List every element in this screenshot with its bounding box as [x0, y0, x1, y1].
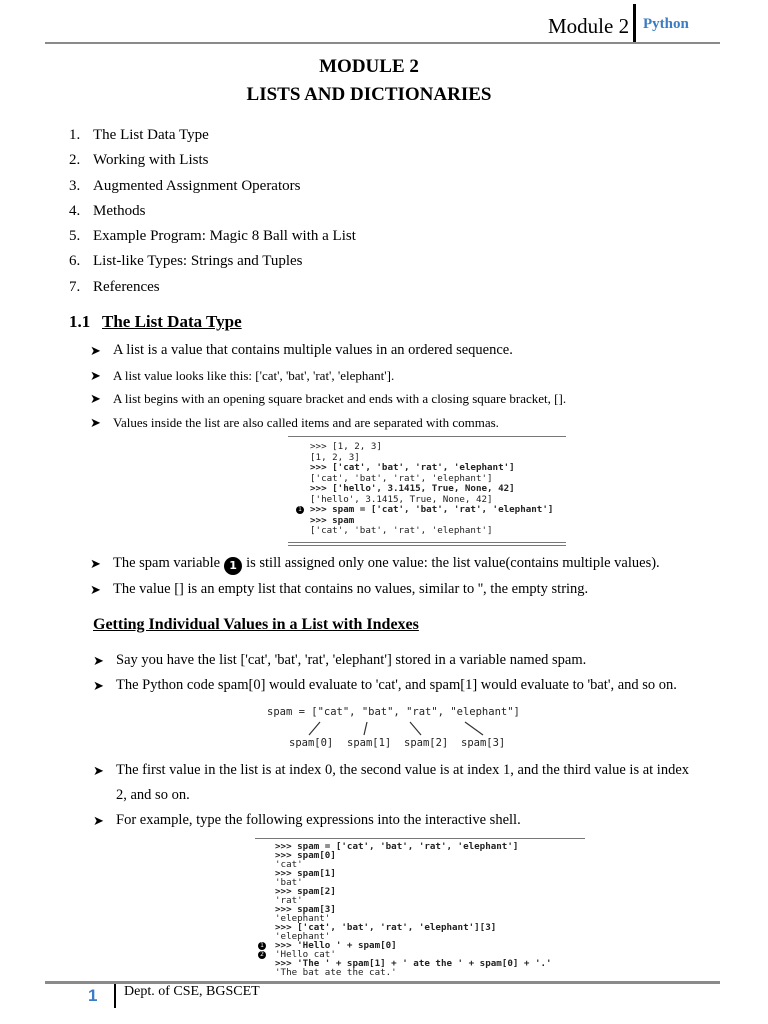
index-label: spam[3] — [461, 737, 506, 749]
code-line: >>> 'The ' + spam[1] + ' ate the ' + spam[0] + '.' — [275, 958, 552, 969]
subsection-heading: Getting Individual Values in a List with Indexes — [93, 616, 419, 633]
code-line: >>> spam[3] — [275, 904, 336, 915]
code-line: >>> ['hello', 3.1415, True, None, 42] — [310, 483, 515, 494]
code-line: [1, 2, 3] — [310, 451, 360, 463]
callout-marker-1: 1 — [296, 506, 304, 514]
header-language: Python — [643, 16, 689, 32]
bullet-item: ➤ For example, type the following expressions into the interactive shell. — [93, 808, 521, 833]
arrow-bullet-icon: ➤ — [90, 343, 101, 358]
arrow-bullet-icon: ➤ — [93, 678, 104, 693]
footer-divider — [114, 984, 116, 1008]
arrow-bullet-icon: ➤ — [93, 653, 104, 668]
arrow-bullet-icon: ➤ — [90, 582, 101, 597]
bullet-item: ➤ The Python code spam[0] would evaluate to 'cat', and spam[1] would evaluate to 'bat', and so on. — [93, 673, 677, 698]
code-line: ['cat', 'bat', 'rat', 'elephant'] — [310, 472, 493, 484]
page-number: 1 — [88, 986, 98, 1005]
bullet-item: ➤ The value [] is an empty list that contains no values, similar to '', the empty string. — [90, 577, 588, 602]
bullet-item: ➤ Say you have the list ['cat', 'bat', 'rat', 'elephant'] stored in a variable named spam. — [93, 648, 586, 673]
code-rule-bottom — [288, 542, 566, 543]
diagram-code-line: spam = ["cat", "bat", "rat", "elephant"] — [267, 706, 520, 718]
footer-department: Dept. of CSE, BGSCET — [124, 984, 260, 999]
arrow-bullet-icon: ➤ — [90, 556, 101, 571]
code-line: 'The bat ate the cat.' — [275, 967, 397, 978]
header-divider — [633, 4, 636, 42]
bullet-item: ➤ A list is a value that contains multiple values in an ordered sequence. — [90, 338, 513, 363]
code-line: >>> spam[2] — [275, 886, 336, 897]
toc-item: 2. Working with Lists — [69, 152, 209, 169]
arrow-bullet-icon: ➤ — [90, 391, 101, 406]
bullet-item: ➤ The spam variable 1 is still assigned only one value: the list value(contains multiple values). — [90, 551, 660, 576]
code-line: >>> [1, 2, 3] — [310, 441, 382, 452]
index-diagram — [265, 700, 520, 754]
code-line: 'cat' — [275, 859, 303, 870]
page-title: MODULE 2 — [319, 56, 419, 77]
index-arrow — [465, 722, 483, 735]
bullet-item: ➤ The first value in the list is at index 0, the second value is at index 1, and the third value is at index — [93, 758, 743, 783]
section-heading: 1.1 The List Data Type — [69, 312, 242, 331]
code-line: 'rat' — [275, 895, 303, 906]
code-line: >>> 'Hello ' + spam[0] — [275, 940, 397, 951]
code-rule-bottom — [288, 545, 566, 546]
code-line: 'Hello cat' — [275, 949, 336, 960]
toc-item: 3. Augmented Assignment Operators — [69, 177, 301, 194]
code-line: ['hello', 3.1415, True, None, 42] — [310, 493, 493, 505]
bullet-continuation: 2, and so on. — [116, 787, 190, 803]
code-line: >>> ['cat', 'bat', 'rat', 'elephant'] — [310, 462, 515, 473]
table-of-contents — [69, 126, 356, 303]
code-line: >>> spam[0] — [275, 850, 336, 861]
index-arrow — [309, 722, 320, 735]
index-label: spam[0] — [289, 737, 334, 749]
page-subtitle: LISTS AND DICTIONARIES — [246, 84, 492, 105]
callout-marker-1: 1 — [258, 942, 266, 950]
bullet-item: ➤ A list value looks like this: ['cat', 'bat', 'rat', 'elephant']. — [90, 363, 394, 388]
code-line: ['cat', 'bat', 'rat', 'elephant'] — [310, 525, 493, 536]
code-line: >>> spam — [310, 514, 355, 526]
header-rule — [45, 42, 720, 44]
code-rule-top — [288, 436, 566, 437]
code-line: 'elephant' — [275, 913, 331, 924]
code-line: >>> spam = ['cat', 'bat', 'rat', 'elephant'] — [310, 504, 554, 515]
index-label: spam[1] — [347, 737, 392, 749]
bullet-item: ➤ Values inside the list are also called items and are separated with commas. — [90, 410, 499, 435]
arrow-bullet-icon: ➤ — [90, 368, 101, 383]
toc-item: 4. Methods — [69, 202, 146, 219]
code-rule-top — [255, 838, 585, 839]
code-line: 'elephant' — [275, 931, 331, 942]
bullet-item: ➤ A list begins with an opening square bracket and ends with a closing square bracket, []. — [90, 386, 566, 411]
index-label: spam[2] — [404, 737, 449, 749]
toc-item: 5. Example Program: Magic 8 Ball with a List — [69, 228, 356, 245]
index-arrow — [364, 722, 367, 735]
code-line: 'bat' — [275, 877, 303, 888]
arrow-bullet-icon: ➤ — [93, 813, 104, 828]
callout-marker-icon: 1 — [224, 557, 242, 575]
header-module-title: Module 2 — [548, 14, 630, 38]
toc-item: 1. The List Data Type — [69, 127, 209, 143]
arrow-bullet-icon: ➤ — [93, 763, 104, 778]
code-example-lists — [288, 436, 566, 550]
index-arrow — [410, 722, 421, 735]
code-example-indexes — [255, 838, 585, 978]
code-line: >>> ['cat', 'bat', 'rat', 'elephant'][3] — [275, 922, 497, 933]
arrow-bullet-icon: ➤ — [90, 415, 101, 430]
code-line: >>> spam[1] — [275, 868, 336, 879]
callout-marker-2: 2 — [258, 951, 266, 959]
toc-item: 7. References — [69, 278, 160, 295]
code-line: >>> spam = ['cat', 'bat', 'rat', 'elephant'] — [275, 841, 519, 852]
toc-item: 6. List-like Types: Strings and Tuples — [69, 253, 303, 270]
